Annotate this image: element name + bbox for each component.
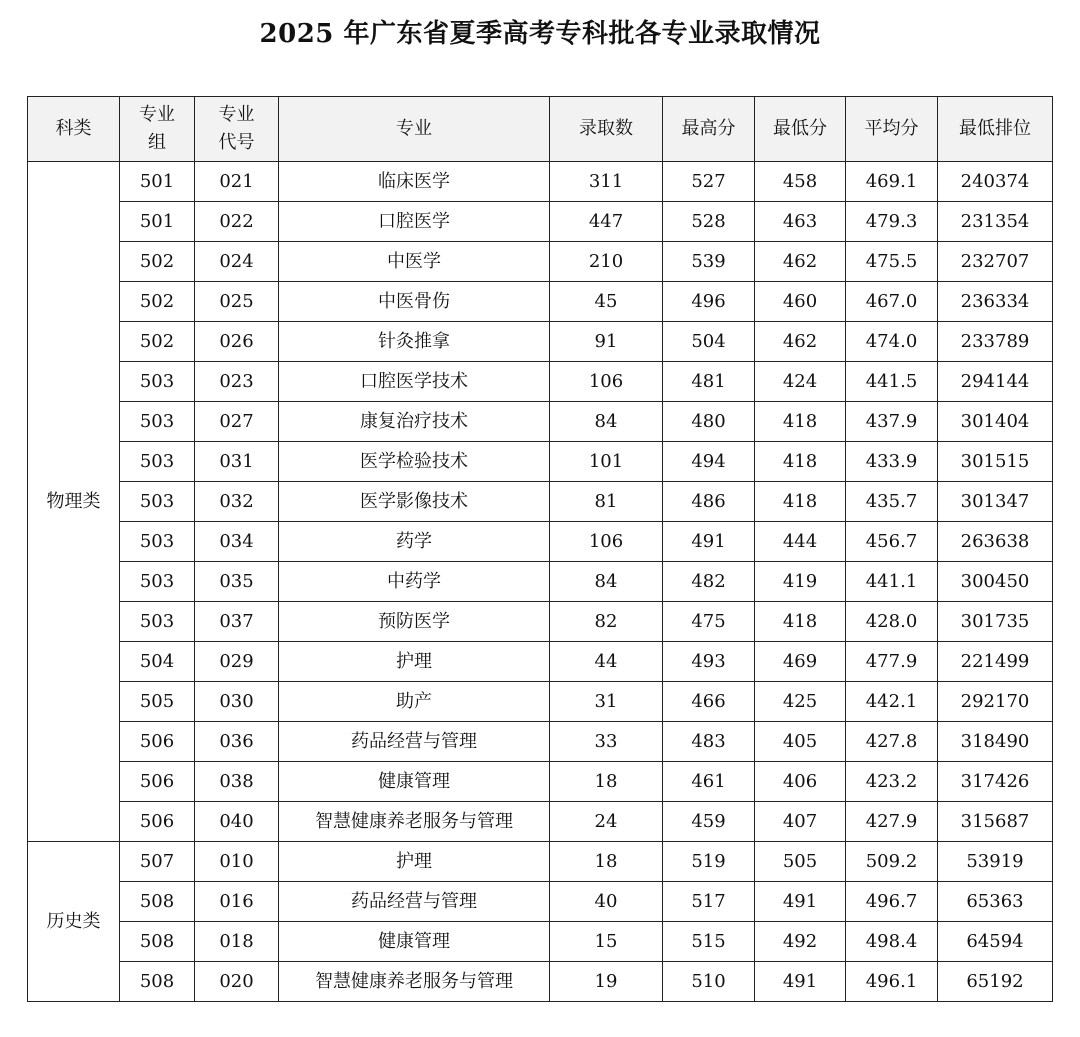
min-score-cell: 418 [755,482,846,522]
code-cell: 031 [195,442,279,482]
major-cell: 健康管理 [279,922,550,962]
major-cell: 临床医学 [279,162,550,202]
max-score-cell: 496 [663,282,755,322]
max-score-cell: 517 [663,882,755,922]
avg-score-cell: 456.7 [846,522,938,562]
table-row [28,882,1053,922]
min-rank-cell: 65363 [938,882,1053,922]
header-max-score: 最高分 [663,97,755,162]
avg-score-cell: 427.8 [846,722,938,762]
group-cell: 504 [120,642,195,682]
max-score-cell: 528 [663,202,755,242]
group-cell: 502 [120,242,195,282]
table-row [28,402,1053,442]
table-body [28,162,1053,1002]
avg-score-cell: 423.2 [846,762,938,802]
major-cell: 口腔医学技术 [279,362,550,402]
min-rank-cell: 263638 [938,522,1053,562]
min-score-cell: 418 [755,402,846,442]
group-cell: 508 [120,962,195,1002]
admitted-cell: 40 [550,882,663,922]
admitted-cell: 311 [550,162,663,202]
admitted-cell: 19 [550,962,663,1002]
code-cell: 037 [195,602,279,642]
max-score-cell: 539 [663,242,755,282]
major-cell: 智慧健康养老服务与管理 [279,802,550,842]
max-score-cell: 482 [663,562,755,602]
min-rank-cell: 301735 [938,602,1053,642]
admitted-cell: 18 [550,842,663,882]
group-cell: 503 [120,562,195,602]
group-cell: 503 [120,602,195,642]
avg-score-cell: 437.9 [846,402,938,442]
table-row [28,682,1053,722]
group-cell: 501 [120,202,195,242]
max-score-cell: 466 [663,682,755,722]
group-cell: 508 [120,882,195,922]
avg-score-cell: 467.0 [846,282,938,322]
table-row [28,202,1053,242]
code-cell: 016 [195,882,279,922]
header-min-rank: 最低排位 [938,97,1053,162]
major-cell: 健康管理 [279,762,550,802]
table-row [28,522,1053,562]
code-cell: 027 [195,402,279,442]
min-score-cell: 462 [755,242,846,282]
group-cell: 503 [120,522,195,562]
major-cell: 针灸推拿 [279,322,550,362]
avg-score-cell: 441.1 [846,562,938,602]
group-cell: 503 [120,482,195,522]
avg-score-cell: 479.3 [846,202,938,242]
table-row [28,602,1053,642]
major-cell: 护理 [279,842,550,882]
min-score-cell: 406 [755,762,846,802]
major-cell: 中医骨伤 [279,282,550,322]
code-cell: 024 [195,242,279,282]
major-cell: 康复治疗技术 [279,402,550,442]
admitted-cell: 44 [550,642,663,682]
major-cell: 口腔医学 [279,202,550,242]
avg-score-cell: 509.2 [846,842,938,882]
admitted-cell: 84 [550,562,663,602]
min-score-cell: 491 [755,882,846,922]
table-row [28,762,1053,802]
min-score-cell: 460 [755,282,846,322]
max-score-cell: 486 [663,482,755,522]
avg-score-cell: 496.1 [846,962,938,1002]
code-cell: 023 [195,362,279,402]
avg-score-cell: 475.5 [846,242,938,282]
group-cell: 507 [120,842,195,882]
admitted-cell: 101 [550,442,663,482]
major-cell: 中医学 [279,242,550,282]
admitted-cell: 18 [550,762,663,802]
min-score-cell: 458 [755,162,846,202]
group-cell: 501 [120,162,195,202]
min-score-cell: 505 [755,842,846,882]
table-row [28,322,1053,362]
admitted-cell: 84 [550,402,663,442]
group-cell: 506 [120,722,195,762]
group-cell: 508 [120,922,195,962]
min-rank-cell: 53919 [938,842,1053,882]
major-cell: 药品经营与管理 [279,882,550,922]
max-score-cell: 461 [663,762,755,802]
min-score-cell: 491 [755,962,846,1002]
avg-score-cell: 496.7 [846,882,938,922]
header-row [28,97,1053,162]
header-category: 科类 [28,97,120,162]
code-cell: 020 [195,962,279,1002]
min-rank-cell: 317426 [938,762,1053,802]
major-cell: 预防医学 [279,602,550,642]
group-cell: 502 [120,282,195,322]
min-score-cell: 418 [755,442,846,482]
major-cell: 护理 [279,642,550,682]
admitted-cell: 15 [550,922,663,962]
code-cell: 040 [195,802,279,842]
table-row [28,242,1053,282]
code-cell: 032 [195,482,279,522]
header-admitted: 录取数 [550,97,663,162]
min-rank-cell: 232707 [938,242,1053,282]
min-score-cell: 407 [755,802,846,842]
admitted-cell: 106 [550,362,663,402]
table-row [28,162,1053,202]
code-cell: 010 [195,842,279,882]
group-cell: 503 [120,442,195,482]
avg-score-cell: 498.4 [846,922,938,962]
admitted-cell: 91 [550,322,663,362]
table-row [28,802,1053,842]
page-title: 2025 年广东省夏季高考专科批各专业录取情况 [259,19,821,49]
max-score-cell: 494 [663,442,755,482]
header-major: 专业 [279,97,550,162]
avg-score-cell: 442.1 [846,682,938,722]
avg-score-cell: 427.9 [846,802,938,842]
min-rank-cell: 231354 [938,202,1053,242]
admitted-cell: 210 [550,242,663,282]
admitted-cell: 45 [550,282,663,322]
min-rank-cell: 292170 [938,682,1053,722]
min-rank-cell: 315687 [938,802,1053,842]
admitted-cell: 447 [550,202,663,242]
table-row [28,442,1053,482]
max-score-cell: 527 [663,162,755,202]
category-cell: 物理类 [28,162,120,842]
code-cell: 026 [195,322,279,362]
min-score-cell: 492 [755,922,846,962]
max-score-cell: 510 [663,962,755,1002]
min-rank-cell: 300450 [938,562,1053,602]
header-group: 专业组 [120,97,195,162]
code-cell: 036 [195,722,279,762]
max-score-cell: 483 [663,722,755,762]
min-rank-cell: 236334 [938,282,1053,322]
min-score-cell: 444 [755,522,846,562]
code-cell: 029 [195,642,279,682]
code-cell: 030 [195,682,279,722]
min-score-cell: 469 [755,642,846,682]
min-rank-cell: 301404 [938,402,1053,442]
min-score-cell: 424 [755,362,846,402]
table-row [28,562,1053,602]
group-cell: 506 [120,762,195,802]
min-rank-cell: 318490 [938,722,1053,762]
avg-score-cell: 474.0 [846,322,938,362]
code-cell: 038 [195,762,279,802]
code-cell: 018 [195,922,279,962]
admitted-cell: 106 [550,522,663,562]
header-code: 专业代号 [195,97,279,162]
admitted-cell: 31 [550,682,663,722]
avg-score-cell: 428.0 [846,602,938,642]
admitted-cell: 33 [550,722,663,762]
max-score-cell: 504 [663,322,755,362]
group-cell: 505 [120,682,195,722]
admitted-cell: 81 [550,482,663,522]
max-score-cell: 475 [663,602,755,642]
avg-score-cell: 435.7 [846,482,938,522]
table-row [28,922,1053,962]
group-cell: 503 [120,362,195,402]
group-cell: 502 [120,322,195,362]
code-cell: 034 [195,522,279,562]
min-rank-cell: 301515 [938,442,1053,482]
min-score-cell: 405 [755,722,846,762]
major-cell: 助产 [279,682,550,722]
min-rank-cell: 294144 [938,362,1053,402]
table-row [28,842,1053,882]
min-rank-cell: 64594 [938,922,1053,962]
admission-table [27,96,1053,1002]
avg-score-cell: 441.5 [846,362,938,402]
min-rank-cell: 240374 [938,162,1053,202]
table-row [28,482,1053,522]
admitted-cell: 24 [550,802,663,842]
avg-score-cell: 469.1 [846,162,938,202]
major-cell: 药学 [279,522,550,562]
category-cell: 历史类 [28,842,120,1002]
admitted-cell: 82 [550,602,663,642]
major-cell: 智慧健康养老服务与管理 [279,962,550,1002]
major-cell: 中药学 [279,562,550,602]
max-score-cell: 515 [663,922,755,962]
major-cell: 医学检验技术 [279,442,550,482]
min-rank-cell: 221499 [938,642,1053,682]
min-rank-cell: 233789 [938,322,1053,362]
group-cell: 506 [120,802,195,842]
max-score-cell: 480 [663,402,755,442]
min-score-cell: 462 [755,322,846,362]
min-score-cell: 425 [755,682,846,722]
max-score-cell: 491 [663,522,755,562]
code-cell: 035 [195,562,279,602]
min-score-cell: 419 [755,562,846,602]
min-rank-cell: 65192 [938,962,1053,1002]
table-row [28,962,1053,1002]
table-row [28,282,1053,322]
table-row [28,642,1053,682]
code-cell: 021 [195,162,279,202]
major-cell: 药品经营与管理 [279,722,550,762]
max-score-cell: 481 [663,362,755,402]
table-row [28,362,1053,402]
code-cell: 022 [195,202,279,242]
min-rank-cell: 301347 [938,482,1053,522]
max-score-cell: 519 [663,842,755,882]
max-score-cell: 493 [663,642,755,682]
major-cell: 医学影像技术 [279,482,550,522]
header-avg-score: 平均分 [846,97,938,162]
min-score-cell: 463 [755,202,846,242]
avg-score-cell: 433.9 [846,442,938,482]
group-cell: 503 [120,402,195,442]
code-cell: 025 [195,282,279,322]
table-row [28,722,1053,762]
header-min-score: 最低分 [755,97,846,162]
avg-score-cell: 477.9 [846,642,938,682]
min-score-cell: 418 [755,602,846,642]
max-score-cell: 459 [663,802,755,842]
